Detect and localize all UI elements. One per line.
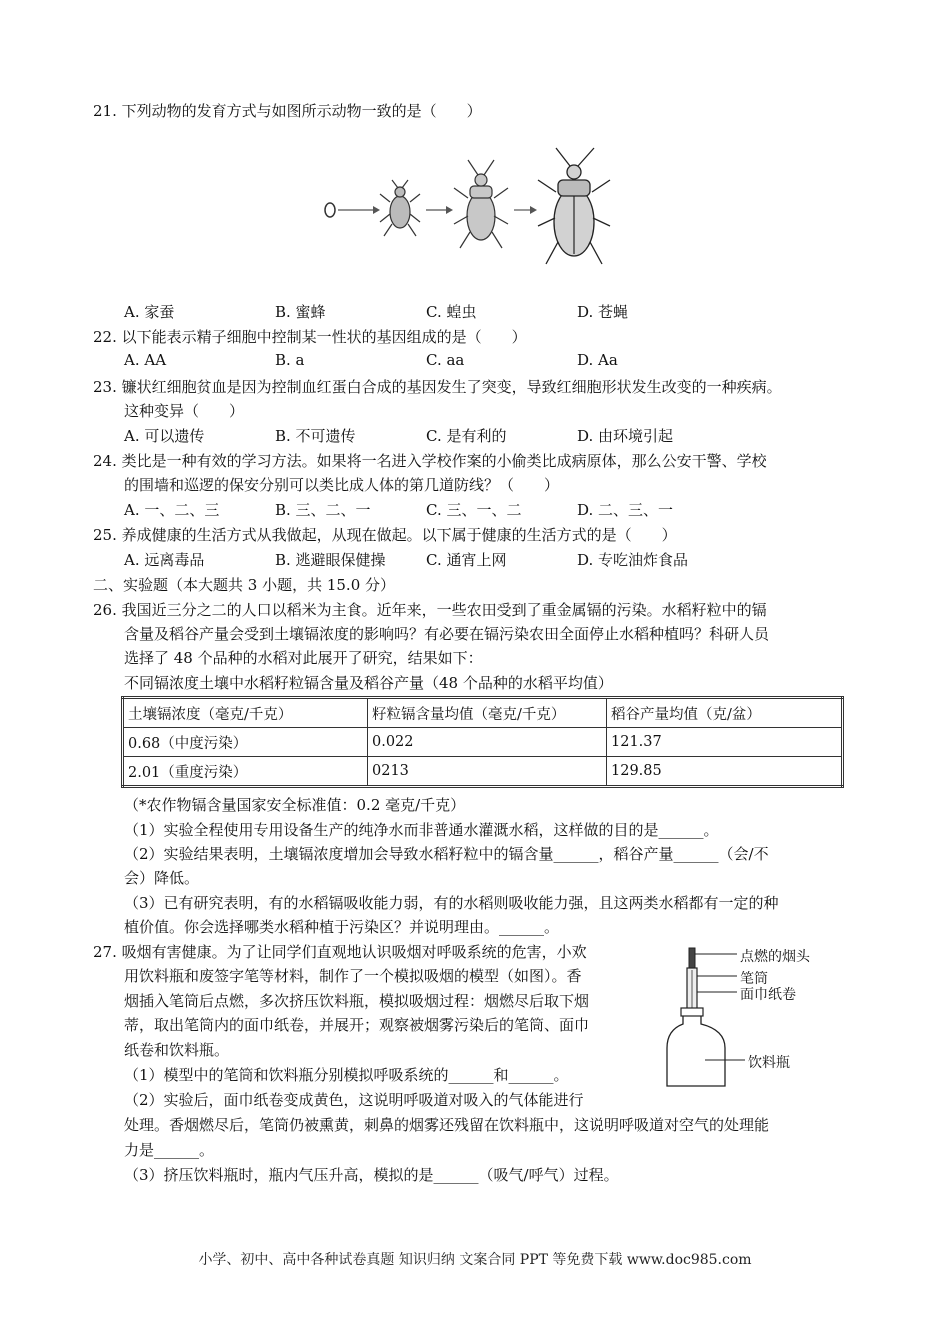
q26-sub3-line1: （3）已有研究表明，有的水稻镉吸收能力弱，有的水稻则吸收能力强，且这两类水稻都有一定的种 <box>124 894 779 912</box>
q21-option-c[interactable]: C. 蝗虫 <box>426 303 477 321</box>
q26-sub1: （1）实验全程使用专用设备生产的纯净水而非普通水灌溉水稻，这样做的目的是______。 <box>124 821 719 839</box>
q27-line5: 纸卷和饮料瓶。 <box>124 1041 230 1059</box>
table-cell: 129.85 <box>607 757 843 787</box>
q27-sub2-line3: 力是______。 <box>124 1141 215 1159</box>
q22-option-d[interactable]: D. Aa <box>577 351 618 369</box>
q26-note: （*农作物镉含量国家安全标准值：0.2 毫克/千克） <box>124 796 466 814</box>
figure-label-pen-tube: 笔筒 <box>740 971 768 987</box>
table-cell: 0.022 <box>368 728 607 757</box>
figure-label-bottle: 饮料瓶 <box>748 1055 790 1071</box>
table-cell: 2.01（重度污染） <box>123 757 368 787</box>
q25-option-c[interactable]: C. 通宵上网 <box>426 551 507 569</box>
q27-sub2-line2: 处理。香烟燃尽后，笔筒仍被熏黄，刺鼻的烟雾还残留在饮料瓶中，这说明呼吸道对空气的处理能 <box>124 1116 770 1134</box>
q21-option-b[interactable]: B. 蜜蜂 <box>275 303 326 321</box>
q21-stem: 21. 下列动物的发育方式与如图所示动物一致的是（ ） <box>93 102 482 120</box>
q26-table-caption: 不同镉浓度土壤中水稻籽粒镉含量及稻谷产量（48 个品种的水稻平均值） <box>124 674 613 692</box>
q25-option-a[interactable]: A. 远离毒品 <box>124 551 205 569</box>
q27-line3: 烟插入笔筒后点燃，多次挤压饮料瓶，模拟吸烟过程：烟燃尽后取下烟 <box>124 992 590 1010</box>
section2-heading: 二、实验题（本大题共 3 小题，共 15.0 分） <box>93 576 396 594</box>
q26-line1: 26. 我国近三分之二的人口以稻米为主食。近年来，一些农田受到了重金属镉的污染。水稻籽粒中的镉 <box>93 601 767 619</box>
table-header-row <box>123 698 843 728</box>
q27-sub1: （1）模型中的笔筒和饮料瓶分别模拟呼吸系统的______和______。 <box>124 1066 569 1084</box>
table-cell: 121.37 <box>607 728 843 757</box>
figure-label-tissue-roll: 面巾纸卷 <box>740 987 796 1003</box>
q23-option-c[interactable]: C. 是有利的 <box>426 427 507 445</box>
q26-line3: 选择了 48 个品种的水稻对此展开了研究，结果如下： <box>124 649 483 667</box>
table-header-cell: 土壤镉浓度（毫克/千克） <box>123 698 368 728</box>
q26-sub3-line2: 植价值。你会选择哪类水稻种植于污染区？并说明理由。______。 <box>124 918 560 936</box>
q23-option-a[interactable]: A. 可以遗传 <box>124 427 205 445</box>
insect-development-figure <box>318 142 618 272</box>
table-cell: 0213 <box>368 757 607 787</box>
q24-option-d[interactable]: D. 二、三、一 <box>577 501 674 519</box>
q22-option-a[interactable]: A. AA <box>124 351 167 369</box>
table-row <box>123 757 843 787</box>
table-header-cell: 稻谷产量均值（克/盆） <box>607 698 843 728</box>
q23-option-b[interactable]: B. 不可遗传 <box>275 427 356 445</box>
q26-sub2-line2: 会）降低。 <box>124 869 200 887</box>
q27-line4: 蒂，取出笔筒内的面巾纸卷，并展开；观察被烟雾污染后的笔筒、面巾 <box>124 1016 590 1034</box>
table-row <box>123 728 843 757</box>
q21-option-a[interactable]: A. 家蚕 <box>124 303 175 321</box>
q22-stem: 22. 以下能表示精子细胞中控制某一性状的基因组成的是（ ） <box>93 328 527 346</box>
page-footer: 小学、初中、高中各种试卷真题 知识归纳 文案合同 PPT 等免费下载 www.doc985.com <box>198 1252 752 1268</box>
q27-line2: 用饮料瓶和废签字笔等材料，制作了一个模拟吸烟的模型（如图）。香 <box>124 967 582 985</box>
q27-sub2-line1: （2）实验后，面巾纸卷变成黄色，这说明呼吸道对吸入的气体能进行 <box>124 1091 584 1109</box>
q24-option-b[interactable]: B. 三、二、一 <box>275 501 371 519</box>
q26-data-table <box>121 696 844 788</box>
q23-option-d[interactable]: D. 由环境引起 <box>577 427 674 445</box>
q21-option-d[interactable]: D. 苍蝇 <box>577 303 629 321</box>
q22-option-b[interactable]: B. a <box>275 351 305 369</box>
q23-stem-line1: 23. 镰状红细胞贫血是因为控制血红蛋白合成的基因发生了突变，导致红细胞形状发生改变的一种疾病。 <box>93 378 782 396</box>
table-header-cell: 籽粒镉含量均值（毫克/千克） <box>368 698 607 728</box>
q24-stem-line2: 的围墙和巡逻的保安分别可以类比成人体的第几道防线？（ ） <box>124 476 560 494</box>
q24-stem-line1: 24. 类比是一种有效的学习方法。如果将一名进入学校作案的小偷类比成病原体，那么公安干警、学校 <box>93 452 767 470</box>
q27-line1: 27. 吸烟有害健康。为了让同学们直观地认识吸烟对呼吸系统的危害，小欢 <box>93 943 587 961</box>
q25-option-b[interactable]: B. 逃避眼保健操 <box>275 551 386 569</box>
q26-sub2-line1: （2）实验结果表明，土壤镉浓度增加会导致水稻籽粒中的镉含量______，稻谷产量______（会/不 <box>124 845 769 863</box>
q27-sub3: （3）挤压饮料瓶时，瓶内气压升高，模拟的是______（吸气/呼气）过程。 <box>124 1166 619 1184</box>
table-cell: 0.68（中度污染） <box>123 728 368 757</box>
q26-line2: 含量及稻谷产量会受到土壤镉浓度的影响吗？有必要在镉污染农田全面停止水稻种植吗？科研人员 <box>124 625 770 643</box>
q23-stem-line2: 这种变异（ ） <box>124 402 245 420</box>
q25-stem: 25. 养成健康的生活方式从我做起，从现在做起。以下属于健康的生活方式的是（ ） <box>93 526 677 544</box>
figure-label-cigarette: 点燃的烟头 <box>740 949 810 965</box>
q24-option-c[interactable]: C. 三、一、二 <box>426 501 522 519</box>
q22-option-c[interactable]: C. aa <box>426 351 465 369</box>
q25-option-d[interactable]: D. 专吃油炸食品 <box>577 551 689 569</box>
q24-option-a[interactable]: A. 一、二、三 <box>124 501 220 519</box>
